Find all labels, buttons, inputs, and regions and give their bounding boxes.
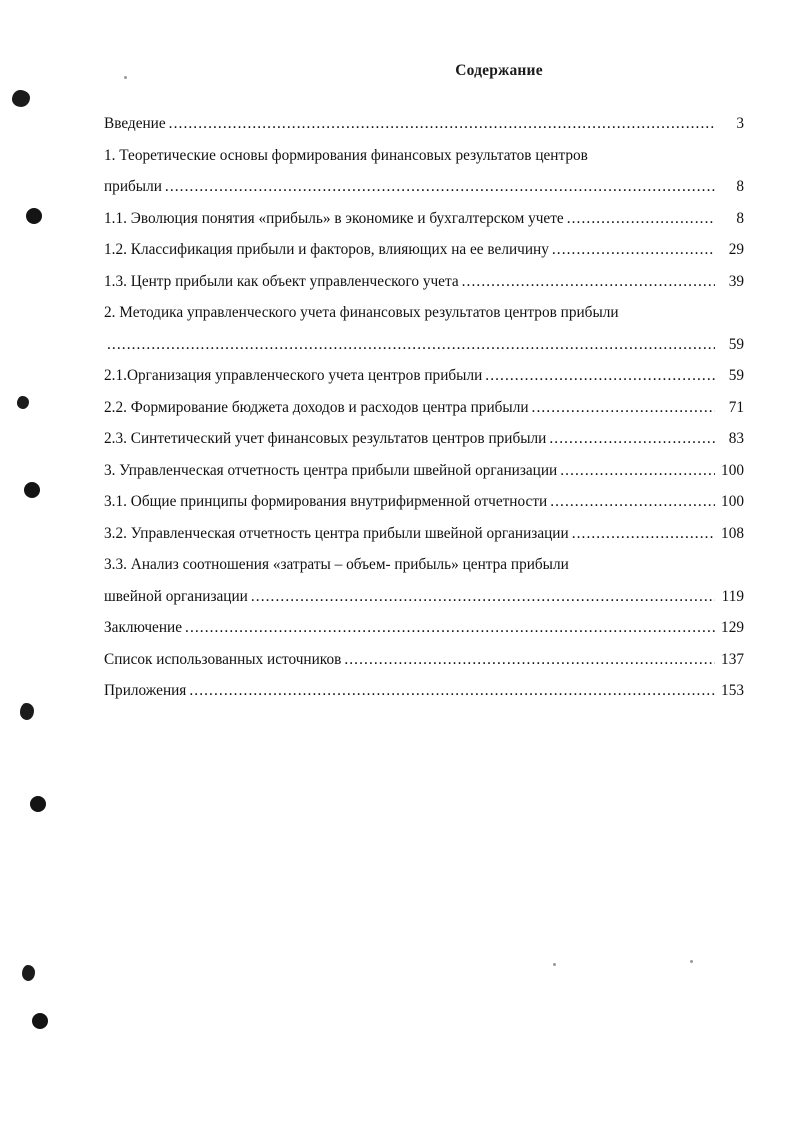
toc-entry-row — [104, 486, 744, 518]
toc-entry-label: Приложения — [104, 682, 187, 699]
toc-page-number: 129 — [721, 619, 744, 636]
toc-leader-dots — [567, 211, 715, 226]
toc-entry-label: 2.1.Организация управленческого учета центров прибыли — [104, 367, 483, 384]
toc-leader-dots — [107, 337, 715, 352]
toc-entry[interactable] — [104, 140, 744, 203]
toc-entry[interactable] — [104, 644, 744, 676]
toc-page-number: 8 — [736, 209, 744, 227]
scan-artifact-blob — [22, 965, 35, 981]
toc-page-number: 100 — [721, 461, 744, 479]
toc-entry-label: 3.1. Общие принципы формирования внутрифирменной отчетности — [104, 493, 548, 510]
toc-page-number: 153 — [721, 682, 744, 699]
toc-page-number: 8 — [736, 178, 744, 195]
toc-entry-row — [104, 392, 744, 424]
toc-entry-row — [104, 108, 744, 140]
toc-entry-label-continued: швейной организации — [104, 587, 248, 605]
toc-leader-dots — [485, 368, 715, 383]
toc-entry[interactable] — [104, 360, 744, 392]
toc-entry-label: 1. Теоретические основы формирования финансовых результатов центров — [104, 146, 588, 164]
toc-entry-row — [104, 360, 744, 392]
toc-entry[interactable] — [104, 612, 744, 644]
toc-leader-dots — [560, 463, 715, 478]
toc-entry-label: 1.2. Классификация прибыли и факторов, влияющих на ее величину — [104, 241, 549, 258]
toc-entry[interactable] — [104, 266, 744, 298]
toc-entry-label: Введение — [104, 115, 166, 132]
scan-artifact-dot — [32, 1013, 48, 1029]
toc-entry-label-continued: прибыли — [104, 178, 162, 195]
toc-page-number: 3 — [736, 115, 744, 132]
toc-page-number: 71 — [728, 398, 744, 416]
toc-entry-label: 3.3. Анализ соотношения «затраты – объем- прибыль» центра прибыли — [104, 556, 569, 573]
scan-artifact-dot — [26, 208, 42, 224]
toc-entry[interactable] — [104, 423, 744, 455]
toc-entry-row — [104, 423, 744, 455]
toc-leader-dots — [169, 116, 715, 131]
toc-entry-label: 2.3. Синтетический учет финансовых результатов центров прибыли — [104, 430, 547, 447]
toc-entry[interactable] — [104, 675, 744, 707]
toc-entry[interactable] — [104, 108, 744, 140]
toc-page-number: 59 — [728, 335, 744, 353]
toc-entry-continuation-line — [104, 581, 744, 613]
toc-entry[interactable] — [104, 486, 744, 518]
toc-leader-dots — [552, 242, 715, 257]
toc-entry-label: 2. Методика управленческого учета финансовых результатов центров прибыли — [104, 304, 619, 321]
scan-artifact-blob — [20, 703, 34, 720]
toc-entry[interactable] — [104, 234, 744, 266]
toc-leader-dots — [165, 179, 715, 194]
table-of-contents — [104, 108, 744, 707]
toc-entry-row — [104, 675, 744, 707]
toc-leader-dots — [344, 652, 715, 667]
toc-page-number: 83 — [728, 430, 744, 447]
toc-entry[interactable] — [104, 392, 744, 424]
toc-entry-row — [104, 455, 744, 487]
toc-leader-dots — [550, 494, 715, 509]
toc-leader-dots — [251, 589, 715, 604]
toc-leader-dots — [572, 526, 715, 541]
toc-entry[interactable] — [104, 455, 744, 487]
toc-leader-dots — [549, 431, 715, 446]
toc-entry-row — [104, 518, 744, 550]
toc-entry[interactable] — [104, 518, 744, 550]
scan-artifact-dot — [24, 482, 40, 498]
page-title: Содержание — [455, 62, 543, 79]
scan-artifact-blob — [17, 396, 29, 409]
toc-leader-dots — [189, 683, 715, 698]
toc-page-number: 39 — [728, 272, 744, 290]
toc-entry-row — [104, 612, 744, 644]
toc-entry-row — [104, 234, 744, 266]
toc-entry-label: 3. Управленческая отчетность центра прибыли швейной организации — [104, 461, 558, 479]
toc-page-number: 29 — [728, 241, 744, 258]
toc-page-number: 137 — [721, 650, 744, 668]
toc-leader-dots — [185, 620, 715, 635]
toc-entry[interactable] — [104, 297, 744, 360]
toc-entry-row — [104, 266, 744, 298]
page-content — [104, 62, 744, 707]
toc-entry-row — [104, 203, 744, 235]
toc-page-number: 59 — [728, 367, 744, 384]
scan-artifact-dot — [30, 796, 46, 812]
toc-entry-label: Список использованных источников — [104, 650, 342, 668]
toc-entry-label: 3.2. Управленческая отчетность центра прибыли швейной организации — [104, 524, 569, 542]
toc-entry-row — [104, 644, 744, 676]
toc-entry[interactable] — [104, 549, 744, 612]
toc-page-number: 100 — [721, 493, 744, 510]
scan-speck — [690, 960, 693, 963]
toc-leader-dots — [462, 274, 715, 289]
toc-entry-label: Заключение — [104, 619, 183, 636]
toc-entry-label: 1.1. Эволюция понятия «прибыль» в экономике и бухгалтерском учете — [104, 209, 564, 227]
toc-entry-label: 1.3. Центр прибыли как объект управленческого учета — [104, 272, 459, 290]
toc-entry-continuation-line — [104, 329, 744, 361]
toc-leader-dots — [532, 400, 715, 415]
toc-entry-continuation-line — [104, 171, 744, 203]
toc-entry-label: 2.2. Формирование бюджета доходов и расходов центра прибыли — [104, 398, 529, 416]
toc-page-number: 119 — [721, 587, 744, 605]
scan-artifact-blob — [12, 90, 30, 107]
toc-page-number: 108 — [721, 524, 744, 542]
scan-speck — [553, 963, 556, 966]
toc-entry[interactable] — [104, 203, 744, 235]
